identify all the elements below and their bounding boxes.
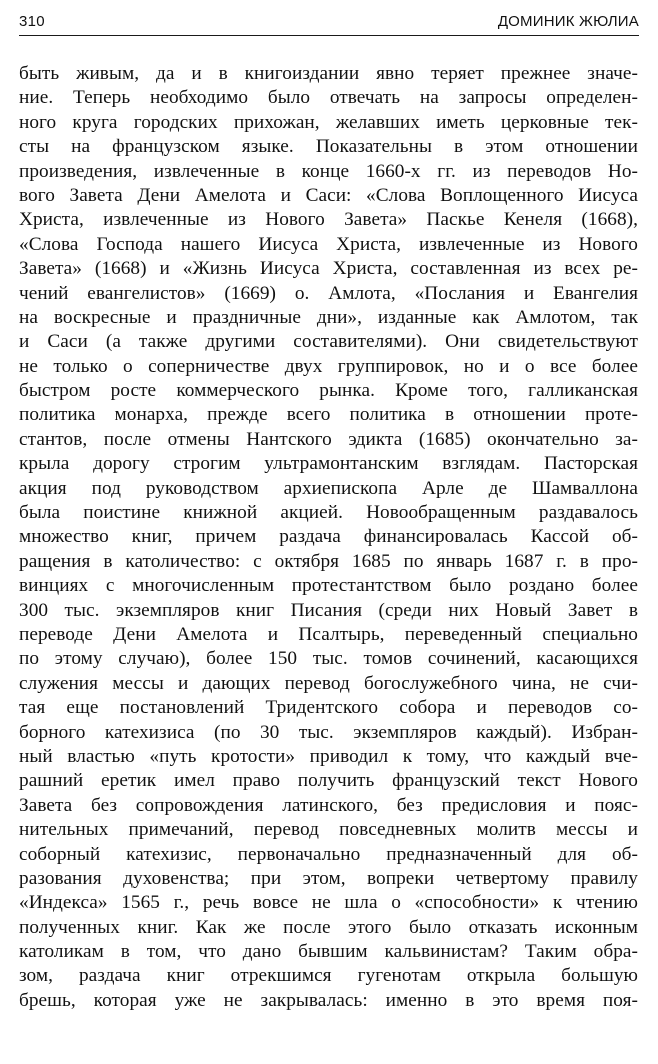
body-text	[19, 62, 638, 1013]
text-line: быть живым, да и в книгоиздании явно теряет прежнее значе-	[19, 63, 638, 84]
text-line: Завета» (1668) и «Жизнь Иисуса Христа, составленная из всех ре-	[19, 258, 638, 280]
text-line: брешь, которая уже не закрывалась: именно в это время поя-	[19, 989, 638, 1011]
text-line: тая еще постановлений Тридентского собора и переводов со-	[19, 697, 638, 719]
running-head-author: ДОМИНИК ЖЮЛИА	[497, 13, 639, 30]
text-line: на воскресные и праздничные дни», изданные как Амлотом, так	[19, 306, 638, 328]
text-line: крыла дорогу строгим ультрамонтанским взглядам. Пасторская	[19, 453, 638, 475]
text-line: винциях с многочисленным протестантством было роздано более	[19, 575, 638, 597]
text-line: чений евангелистов» (1669) о. Амлота, «Послания и Евангелия	[19, 282, 638, 304]
text-line: борного катехизиса (по 30 тыс. экземпляров каждый). Избран-	[19, 721, 638, 743]
text-line: не только о соперничестве двух группировок, но и о все более	[19, 355, 638, 377]
text-line: переводе Дени Амелота и Псалтырь, переведенный специально	[19, 623, 638, 645]
text-line: соборный катехизис, первоначально предназначенный для об-	[19, 843, 638, 865]
text-line: вого Завета Дени Амелота и Саси: «Слова Воплощенного Иисуса	[19, 184, 638, 206]
text-line: «Индекса» 1565 г., речь вовсе не шла о «способности» к чтению	[19, 892, 638, 914]
text-line: стантов, после отмены Нантского эдикта (1685) окончательно за-	[19, 428, 638, 450]
text-line: католикам в том, что дано бывшим кальвинистам? Таким обра-	[19, 941, 638, 963]
text-line: произведения, извлеченные в конце 1660-х гг. из переводов Но-	[19, 160, 638, 182]
text-line: ращения в католичество: с октября 1685 по январь 1687 г. в про-	[19, 550, 638, 572]
text-line: ние. Теперь необходимо было отвечать на запросы определен-	[19, 87, 638, 109]
text-line: ного круга городских прихожан, желавших иметь церковные тек-	[19, 111, 638, 133]
text-line: Христа, извлеченные из Нового Завета» Паскье Кенеля (1668),	[19, 209, 638, 231]
text-line: служения мессы и дающих перевод богослужебного чина, не счи-	[19, 672, 638, 694]
text-line: политика монарха, прежде всего политика в отношении протe-	[19, 404, 638, 426]
text-line: разования духовенства; при этом, вопреки четвертому правилу	[19, 867, 638, 889]
text-line: 300 тыс. экземпляров книг Писания (среди них Новый Завет в	[19, 599, 638, 621]
text-line: по этому случаю), более 150 тыс. томов сочинений, касающихся	[19, 648, 638, 670]
text-line: множество книг, причем раздача финансировалась Кассой об-	[19, 526, 638, 548]
text-line: «Слова Господа нашего Иисуса Христа, извлеченные из Нового	[19, 233, 638, 255]
text-line: зом, раздача книг отрекшимся гугенотам открыла большую	[19, 965, 638, 987]
text-line: и Саси (а также другими составителями). Они свидетельствуют	[19, 331, 638, 353]
text-line: сты на французском языке. Показательны в этом отношении	[19, 136, 638, 158]
text-line: Завета без сопровождения латинского, без предисловия и пояс-	[19, 794, 638, 816]
text-line: полученных книг. Как же после этого было отказать исконным	[19, 916, 638, 938]
text-line: быстром росте коммерческого рынка. Кроме того, галликанская	[19, 380, 638, 402]
text-line: ный властью «путь кротости» приводил к тому, что каждый вче-	[19, 745, 638, 767]
text-line: была поистине книжной акцией. Новообращенным раздавалось	[19, 502, 638, 524]
text-line: рашний еретик имел право получить французский текст Нового	[19, 770, 638, 792]
running-header	[19, 9, 639, 36]
page-number: 310	[19, 13, 45, 30]
text-line: акция под руководством архиепископа Арле де Шамваллона	[19, 477, 638, 499]
text-line: нительных примечаний, перевод повседневных молитв мессы и	[19, 819, 638, 841]
